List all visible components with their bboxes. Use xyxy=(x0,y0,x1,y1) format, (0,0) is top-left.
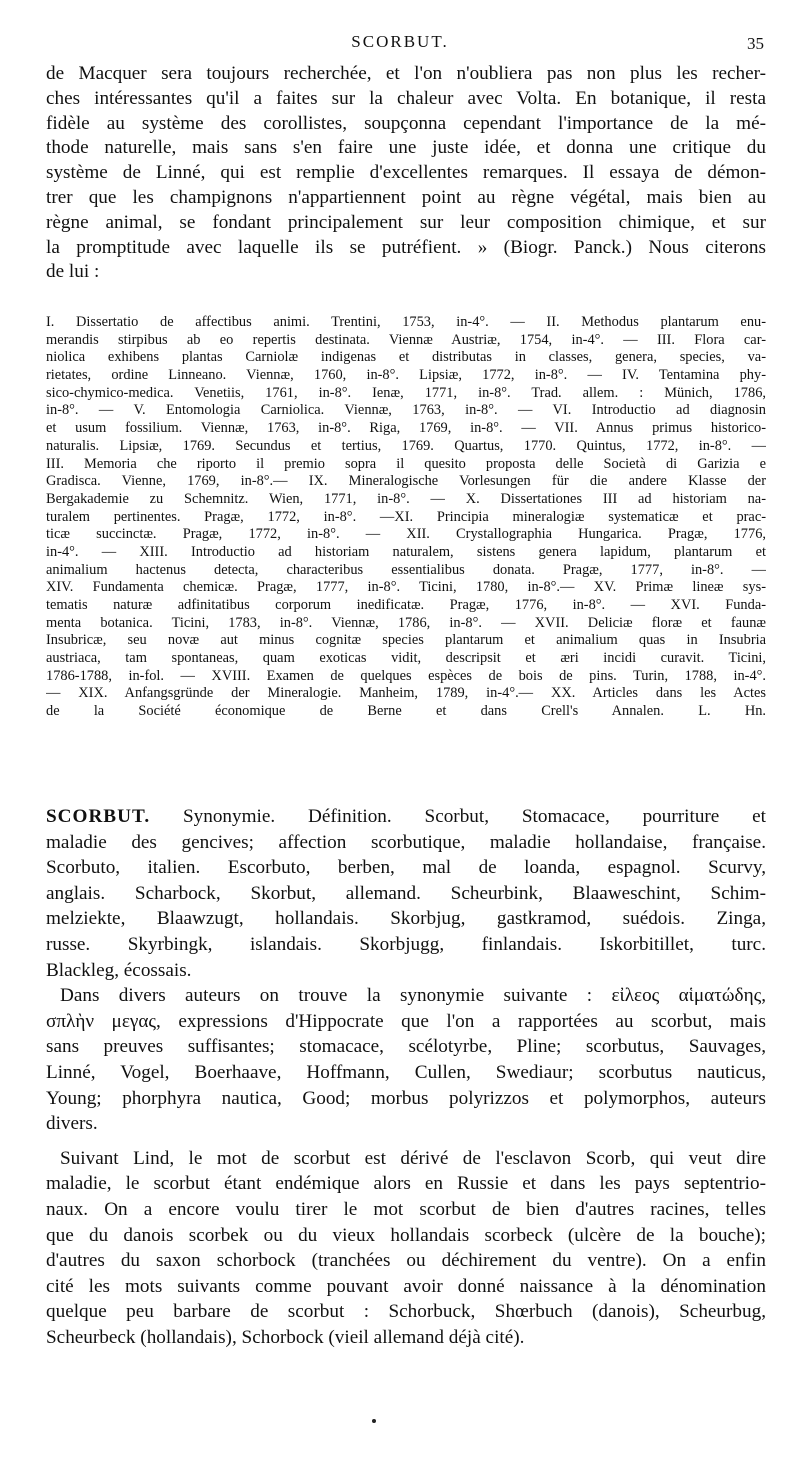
bibliography-line: turalem pertinentes. Pragæ, 1772, in-8°. —XI. Principia mineralogiæ systematicæ et prac- xyxy=(46,508,766,525)
bibliography-line: de la Société économique de Berne et dans Crell's Annalen. L. Hn. xyxy=(46,703,766,720)
text-line: système de Linné, qui est remplie d'excellentes remarques. Il essaya de démon- xyxy=(46,162,766,184)
text-line: sans preuves suffisantes; stomacace, scélotyrbe, Pline; scorbutus, Sauvages, xyxy=(46,1036,766,1058)
heading-continuation: Synonymie. Définition. Scorbut, Stomacace, pourriture et xyxy=(150,806,766,827)
bibliography-line: III. Memoria che riporto il premio sopra il quesito proposta delle Società di Garizia e xyxy=(46,455,766,472)
text-line: Dans divers auteurs on trouve la synonymie suivante : εἰλεος αἱματώδης, xyxy=(60,985,766,1007)
text-line: de Macquer sera toujours recherchée, et l'on n'oubliera pas non plus les recher- xyxy=(46,63,766,84)
bibliography-line: I. Dissertatio de affectibus animi. Trentini, 1753, in-4°. — II. Methodus plantarum enu- xyxy=(46,314,766,330)
text-line: σπλὴν μεγας, expressions d'Hippocrate que l'on a rapportées au scorbut, mais xyxy=(46,1010,766,1032)
bibliography-line: et usum fossilium. Viennæ, 1763, in-8°. Riga, 1769, in-8°. — VII. Annus primus historico- xyxy=(46,420,766,437)
text-line: maladie, le scorbut étant endémique alors en Russie et dans les pays septentrio- xyxy=(46,1173,766,1195)
bibliography-line: Gradisca. Vienne, 1769, in-8°.— IX. Mineralogische Vorlesungen für die andere Klasse der xyxy=(46,473,766,490)
text-line: Linné, Vogel, Boerhaave, Hoffmann, Cullen, Swediaur; scorbutus nauticus, xyxy=(46,1061,766,1083)
text-line: ches intéressantes qu'il a faites sur la chaleur avec Volta. En botanique, il resta xyxy=(46,87,766,109)
bibliography-line: ticæ succinctæ. Pragæ, 1772, in-8°. — XII. Crystallographia Hungarica. Pragæ, 1776, xyxy=(46,526,766,543)
bibliography-line: animalium hactenus detecta, characteribus essentialibus donata. Pragæ, 1777, in-8°. — xyxy=(46,561,766,578)
text-line: russe. Skyrbingk, islandais. Skorbjugg, finlandais. Iskorbitillet, turc. xyxy=(46,933,766,955)
page-header xyxy=(0,32,800,54)
bibliography-line: XIV. Fundamenta chemicæ. Pragæ, 1777, in-8°. Ticini, 1780, in-8°.— XV. Primæ lineæ sys- xyxy=(46,579,766,596)
text-line: trer que les champignons n'appartiennent point au règne végétal, mais bien au xyxy=(46,186,766,208)
text-line: Suivant Lind, le mot de scorbut est dérivé de l'esclavon Scorb, qui veut dire xyxy=(60,1147,766,1169)
article-heading-line xyxy=(46,804,766,830)
text-line: fidèle au système des corollistes, soupçonna cependant l'importance de la mé- xyxy=(46,112,766,134)
text-line: quelque peu barbare de scorbut : Schorbuck, Shœrbuch (danois), Scheurbug, xyxy=(46,1301,766,1323)
text-line: thode naturelle, mais sans s'en faire une juste idée, et donna une critique du xyxy=(46,137,766,159)
text-line: Scheurbeck (hollandais), Schorbock (vieil allemand déjà cité). xyxy=(46,1326,525,1348)
bibliography-line: 1786-1788, in-fol. — XVIII. Examen de quelques espèces de bois de pins. Turin, 1788, in-4°. xyxy=(46,667,766,684)
text-line: d'autres du saxon schorbock (tranchées ou déchirement du ventre). On a enfin xyxy=(46,1250,766,1272)
bibliography-line: tematis naturæ adfinitatibus corporum inedificatæ. Pragæ, 1776, in-8°. — XVI. Funda- xyxy=(46,597,766,613)
page-number: 35 xyxy=(747,34,764,53)
text-line: divers. xyxy=(46,1113,98,1135)
printer-dot xyxy=(372,1419,376,1423)
bibliography-line: merandis stirpibus ab eo repertis destinata. Viennæ Austriæ, 1754, in-4°. — III. Flora car- xyxy=(46,331,766,348)
bibliography-line: naturalis. Lipsiæ, 1769. Secundus et tertius, 1769. Quartus, 1770. Quintus, 1772, in-8°. — xyxy=(46,437,766,454)
text-line: la promptitude avec laquelle ils se putréfient. » (Biogr. Panck.) Nous citerons xyxy=(46,236,766,258)
bibliography-line: Insubricæ, seu novæ aut minus cognitæ species plantarum et animalium quas in Insubria xyxy=(46,632,766,649)
bibliography-line: niolica exhibens plantas Carniolæ indigenas et distributas in classes, genera, species, va- xyxy=(46,349,766,366)
scorbut-article xyxy=(46,804,766,1350)
text-line: cité les mots suivants comme pouvant avoir donné naissance à la dénomination xyxy=(46,1275,766,1297)
bibliography-line: rietates, ordine Linneano. Viennæ, 1760, in-8°. Lipsiæ, 1772, in-8°. — IV. Tentamina phy- xyxy=(46,367,766,384)
text-line: de lui : xyxy=(46,261,100,283)
bibliography-line: sico-chymico-medica. Venetiis, 1761, in-8°. Ienæ, 1771, in-8°. Trad. allem. : Münich, 1786, xyxy=(46,384,766,401)
bibliography-list xyxy=(46,314,766,721)
text-line: maladie des gencives; affection scorbutique, maladie hollandaise, française. xyxy=(46,831,766,853)
bibliography-line: in-4°. — XIII. Introductio ad historiam naturalem, sistens genera lapidum, plantarum et xyxy=(46,543,766,560)
text-line: Scorbuto, italien. Escorbuto, berben, mal de loanda, espagnol. Scurvy, xyxy=(46,857,766,879)
bibliography-line: in-8°. — V. Entomologia Carniolica. Viennæ, 1763, in-8°. — VI. Introductio ad diagnosin xyxy=(46,402,766,419)
bibliography-line: — XIX. Anfangsgründe der Mineralogie. Manheim, 1789, in-4°.— XX. Articles dans les Actes xyxy=(46,685,766,702)
text-line: règne animal, se fondant principalement sur leur composition chimique, et sur xyxy=(46,211,766,233)
text-line: Blackleg, écossais. xyxy=(46,959,192,981)
article-heading: SCORBUT. xyxy=(46,806,151,827)
text-line: que du danois scorbek ou du vieux hollandais scorbeck (ulcère de la bouche); xyxy=(46,1224,766,1246)
text-line: naux. On a encore voulu tirer le mot scorbut de bien d'autres racines, telles xyxy=(46,1198,766,1220)
running-title: SCORBUT. xyxy=(351,32,449,51)
text-line: Young; phorphyra nautica, Good; morbus polyrizzos et polymorphos, auteurs xyxy=(46,1087,766,1109)
bibliography-line: menta botanica. Ticini, 1783, in-8°. Viennæ, 1786, in-8°. — XVII. Deliciæ floræ et faunæ xyxy=(46,614,766,631)
text-line: melziekte, Blaawzugt, hollandais. Skorbjug, gastkramod, suédois. Zinga, xyxy=(46,908,766,930)
bibliography-line: Bergakademie zu Schemnitz. Wien, 1771, in-8°. — X. Dissertationes III ad historiam na- xyxy=(46,490,766,507)
text-line: anglais. Scharbock, Skorbut, allemand. Scheurbink, Blaaweschint, Schim- xyxy=(46,882,766,904)
bibliography-line: austriaca, tam spontaneas, quam exoticas vidit, descripsit et æri incidi curavit. Ticini, xyxy=(46,650,766,667)
biography-paragraph xyxy=(46,62,766,285)
